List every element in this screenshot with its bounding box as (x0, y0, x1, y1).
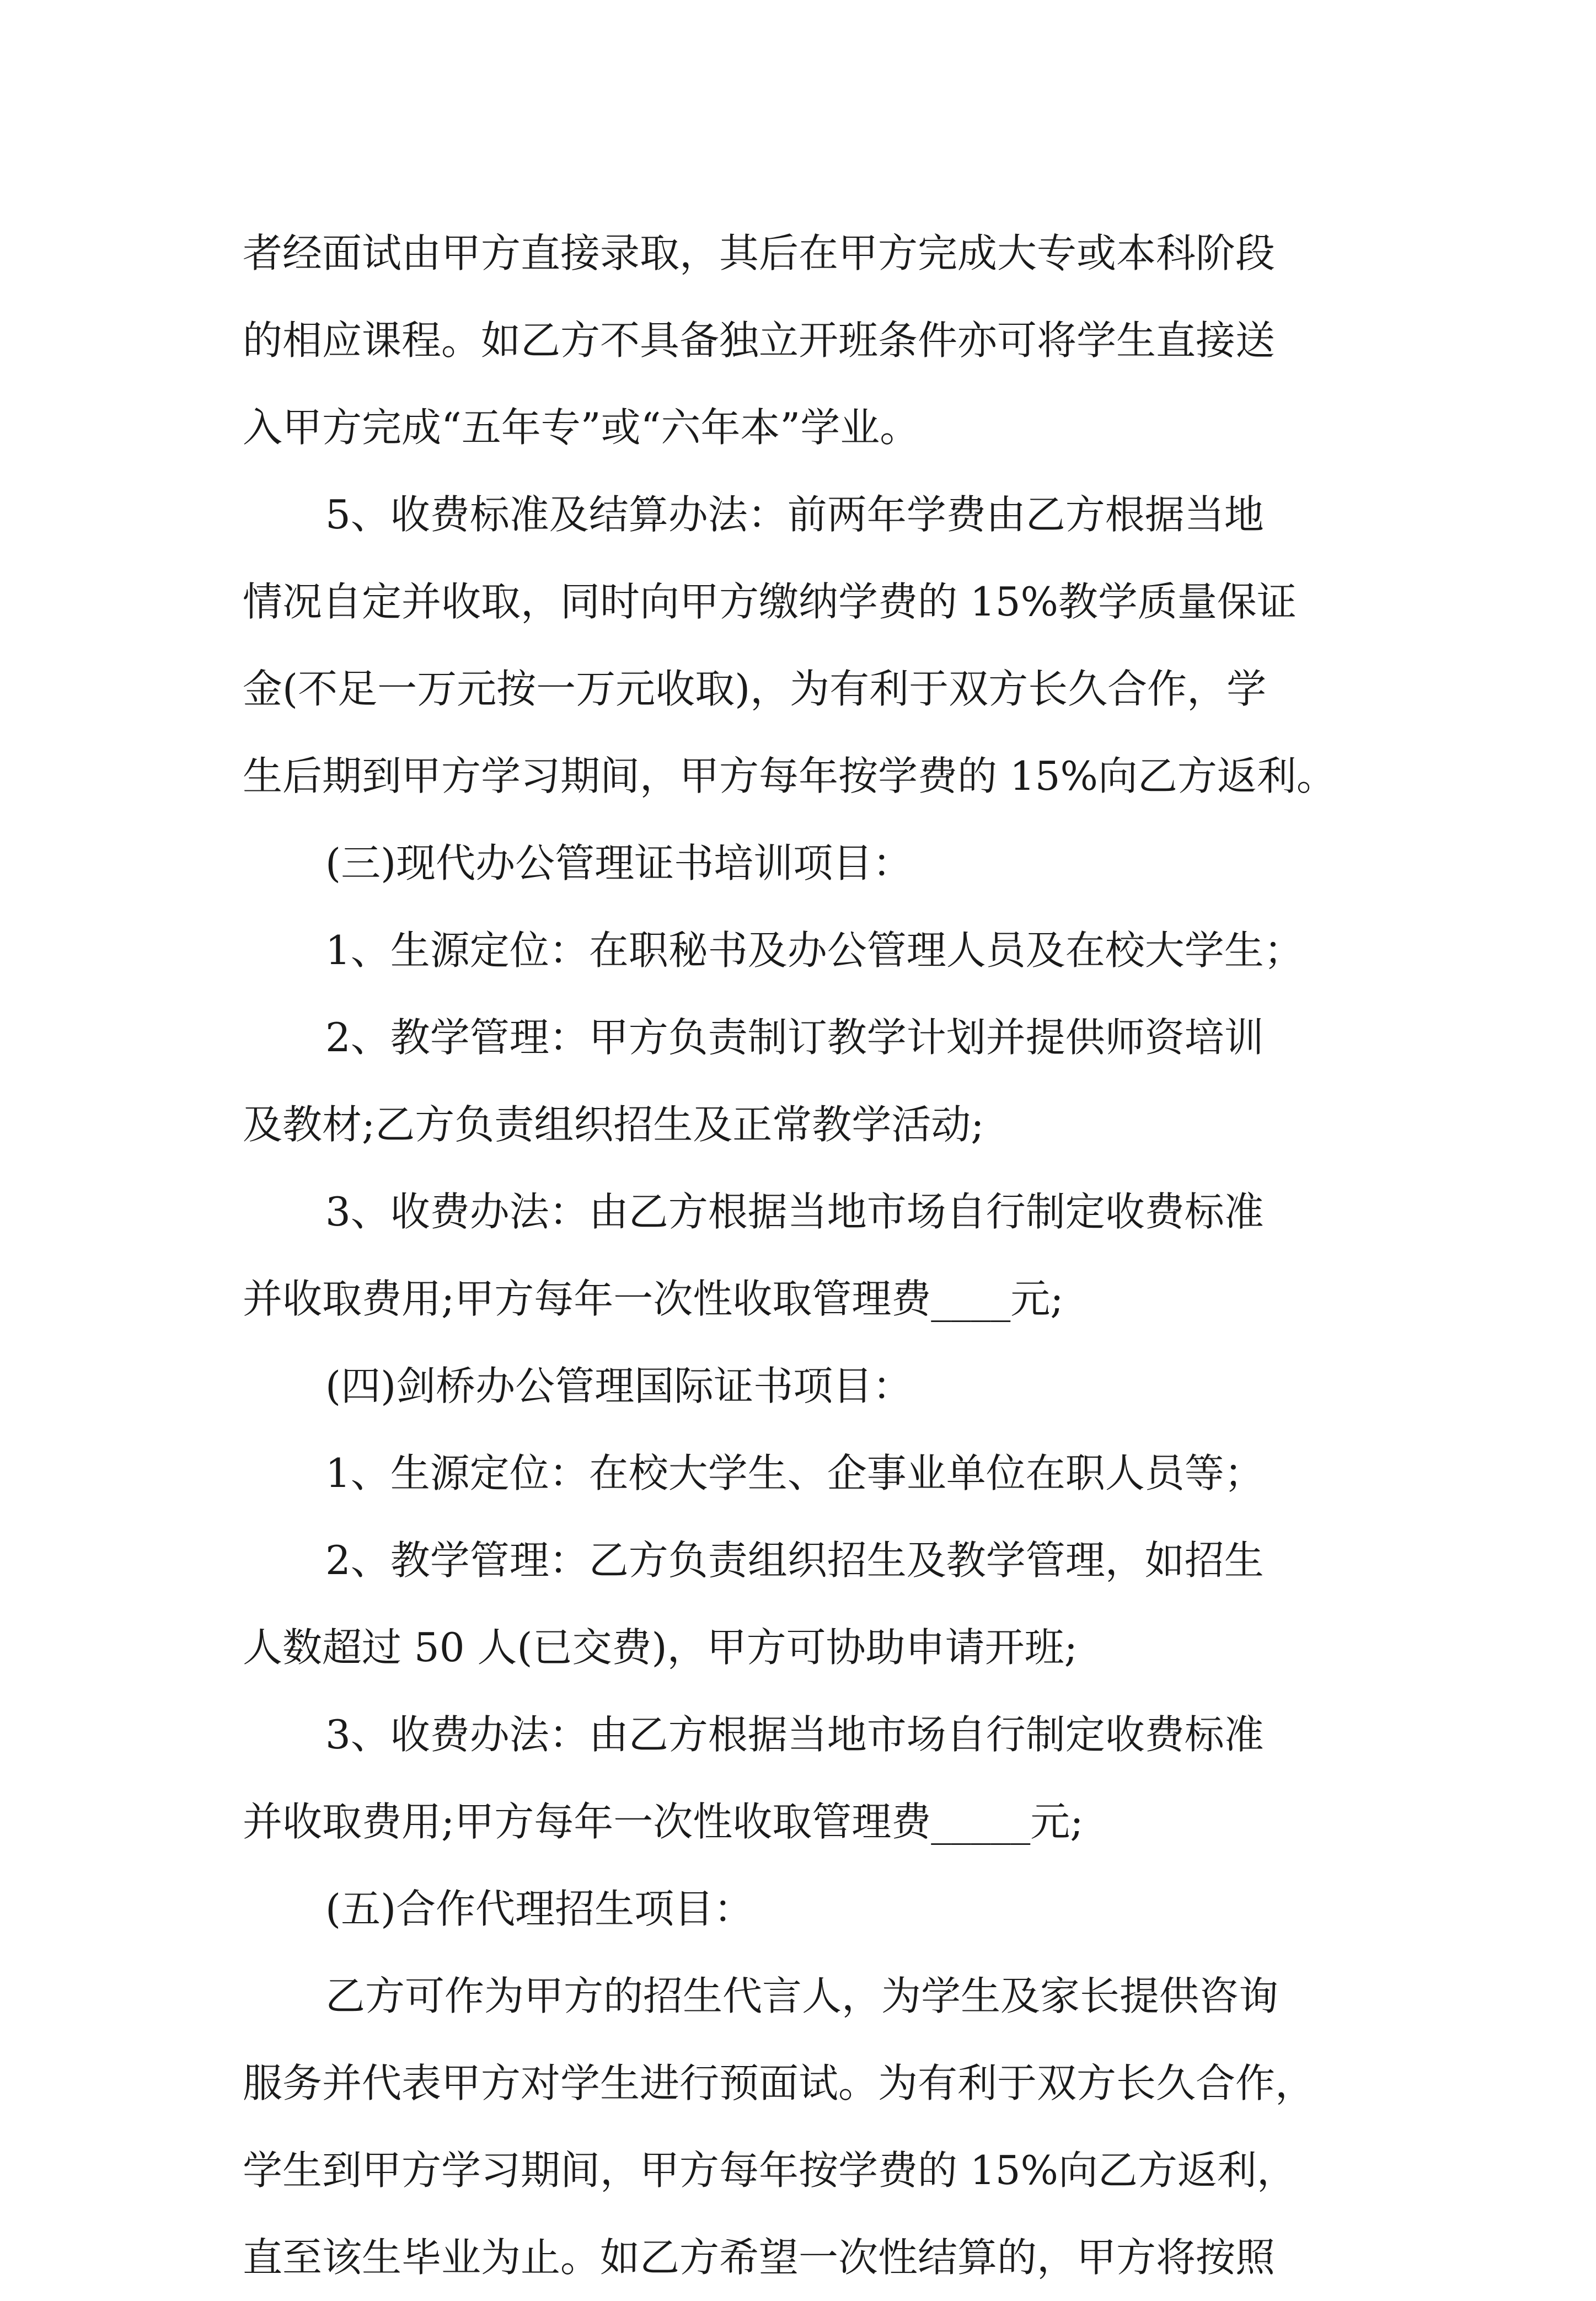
text-line: 学生到甲方学习期间，甲方每年按学费的 15%向乙方返利， (243, 2147, 1297, 2193)
section-heading: (五)合作代理招生项目： (325, 1886, 754, 1932)
text-line: 3、收费办法：由乙方根据当地市场自行制定收费标准 (325, 1189, 1264, 1235)
text-line: 2、教学管理：乙方负责组织招生及教学管理，如招生 (325, 1537, 1264, 1583)
text-line: 并收取费用;甲方每年一次性收取管理费____元; (243, 1276, 1064, 1322)
text-line: 3、收费办法：由乙方根据当地市场自行制定收费标准 (325, 1711, 1264, 1758)
text-line: 服务并代表甲方对学生进行预面试。为有利于双方长久合作， (243, 2060, 1315, 2106)
text-line: 情况自定并收取，同时向甲方缴纳学费的 15%教学质量保证 (243, 579, 1297, 625)
text-line: 的相应课程。如乙方不具备独立开班条件亦可将学生直接送 (243, 317, 1276, 363)
text-line: 并收取费用;甲方每年一次性收取管理费_____元; (243, 1799, 1084, 1845)
section-heading: (四)剑桥办公管理国际证书项目： (325, 1363, 913, 1409)
text-line: 及教材;乙方负责组织招生及正常教学活动; (243, 1101, 984, 1148)
section-heading: (三)现代办公管理证书培训项目： (325, 840, 913, 886)
text-line: 1、生源定位：在校大学生、企事业单位在职人员等； (325, 1450, 1264, 1496)
text-line: 金(不足一万元按一万元收取)，为有利于双方长久合作，学 (243, 666, 1267, 712)
text-line: 入甲方完成“五年专”或“六年本”学业。 (243, 404, 920, 451)
text-line: 生后期到甲方学习期间，甲方每年按学费的 15%向乙方返利。 (243, 753, 1336, 799)
document-body (243, 210, 1373, 2301)
text-line: 5、收费标准及结算办法：前两年学费由乙方根据当地 (325, 491, 1264, 538)
text-line: 者经面试由甲方直接录取，其后在甲方完成大专或本科阶段 (243, 230, 1276, 276)
text-line: 2、教学管理：甲方负责制订教学计划并提供师资培训 (325, 1014, 1264, 1061)
text-line: 人数超过 50 人(已交费)，甲方可协助申请开班; (243, 1624, 1078, 1671)
text-line: 直至该生毕业为止。如乙方希望一次性结算的，甲方将按照 (243, 2234, 1276, 2281)
text-line: 乙方可作为甲方的招生代言人，为学生及家长提供咨询 (325, 1973, 1279, 2019)
text-line: 1、生源定位：在职秘书及办公管理人员及在校大学生； (325, 927, 1304, 973)
